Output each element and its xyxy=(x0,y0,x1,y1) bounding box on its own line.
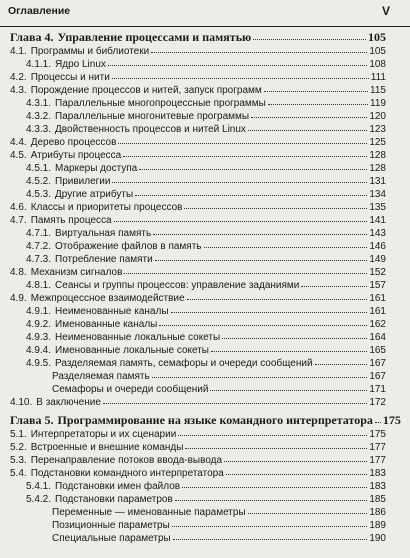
dot-leader xyxy=(226,474,368,475)
toc-entry-page: 125 xyxy=(369,137,386,148)
dot-leader xyxy=(184,208,367,209)
toc-entry-page: 128 xyxy=(369,163,386,174)
toc-entry-title: Семафоры и очереди сообщений xyxy=(52,384,209,395)
toc-entry-page: 157 xyxy=(369,280,386,291)
toc-entry-page: 149 xyxy=(369,254,386,265)
toc-entry xyxy=(26,318,386,332)
dot-leader xyxy=(123,156,367,157)
toc-entry xyxy=(10,467,386,481)
toc-entry-number: 4.3.3. xyxy=(26,124,52,135)
toc-entry-title: Другие атрибуты xyxy=(55,189,134,200)
toc-entry-page: 167 xyxy=(369,358,386,369)
header-page-number: V xyxy=(381,4,390,18)
toc-entry-page: 143 xyxy=(369,228,386,239)
toc-entry-page: 175 xyxy=(369,429,386,440)
dot-leader xyxy=(139,169,367,170)
toc-entry-number: 4.9.1. xyxy=(26,306,52,317)
toc-entry-title: Интерпретаторы и их сценарии xyxy=(30,429,177,440)
toc-entry-number: 4.5.1. xyxy=(26,163,52,174)
toc-entry-page: 189 xyxy=(369,520,386,531)
dot-leader xyxy=(108,65,367,66)
toc-entry-title: Встроенные и внешние команды xyxy=(30,442,184,453)
toc-entry-title: Межпроцессное взаимодействие xyxy=(30,293,185,304)
toc-entry xyxy=(10,149,386,163)
toc-entry xyxy=(26,110,386,124)
running-header xyxy=(0,0,410,27)
toc-entry-number: 5.3. xyxy=(10,455,27,466)
toc-entry-number: 4.7. xyxy=(10,215,27,226)
dot-leader xyxy=(151,52,367,53)
toc-entry-number: 4.5.2. xyxy=(26,176,52,187)
toc-entry-page: 161 xyxy=(369,306,386,317)
toc-entry-number: Глава 5. xyxy=(10,413,54,427)
toc-entry-title: Управление процессами и памятью xyxy=(57,30,252,44)
toc-entry-page: 164 xyxy=(369,332,386,343)
dot-leader xyxy=(264,91,368,92)
toc-entry xyxy=(26,253,386,267)
toc-entry-number: 4.7.1. xyxy=(26,228,52,239)
toc-entry-title: Классы и приоритеты процессов xyxy=(30,202,183,213)
toc-entry-page: 175 xyxy=(382,413,401,427)
toc-entry xyxy=(52,519,386,533)
dot-leader xyxy=(182,487,367,488)
toc-entry-page: 190 xyxy=(369,533,386,544)
toc-entry-number: 4.3.2. xyxy=(26,111,52,122)
dot-leader xyxy=(315,364,368,365)
toc-entry xyxy=(26,357,386,371)
toc-entry-page: 131 xyxy=(369,176,386,187)
toc-entry-title: Двойственность процессов и нитей Linux xyxy=(55,124,246,135)
toc-entry xyxy=(26,493,386,507)
toc-entry-number: 4.9.2. xyxy=(26,319,52,330)
toc-entry-title: Потребление памяти xyxy=(55,254,153,265)
toc-entry-page: 165 xyxy=(369,345,386,356)
toc-entry xyxy=(26,227,386,241)
toc-entry xyxy=(26,480,386,494)
dot-leader xyxy=(251,117,367,118)
toc-entry-title: Именованные локальные сокеты xyxy=(55,345,209,356)
toc-entry xyxy=(10,454,386,468)
toc-entry-page: 183 xyxy=(369,481,386,492)
toc-entry xyxy=(52,506,386,520)
toc-entry-title: Программирование на языке командного интерпретатора xyxy=(57,413,373,427)
toc-entry xyxy=(52,383,386,397)
toc-entry-page: 162 xyxy=(369,319,386,330)
toc-entry-number: 4.1.1. xyxy=(26,59,52,70)
toc-entry-title: Привилегии xyxy=(55,176,111,187)
dot-leader xyxy=(185,448,367,449)
toc-entry-page: 146 xyxy=(369,241,386,252)
toc-entry-title: Подстановки имен файлов xyxy=(55,481,181,492)
dot-leader xyxy=(159,325,367,326)
dot-leader xyxy=(375,422,381,423)
toc-entry xyxy=(10,266,386,280)
toc-entry-number: 4.7.2. xyxy=(26,241,52,252)
toc-entry xyxy=(26,344,386,358)
toc-entry xyxy=(26,58,386,72)
toc-entry-number: 5.4.1. xyxy=(26,481,52,492)
toc-entry-page: 167 xyxy=(369,371,386,382)
dot-leader xyxy=(224,461,367,462)
dot-leader xyxy=(210,390,367,391)
toc-entry-page: 134 xyxy=(369,189,386,200)
toc-entry-title: Разделяемая память, семафоры и очереди сообщений xyxy=(55,358,313,369)
toc-entry-page: 119 xyxy=(370,98,386,109)
header-title: Оглавление xyxy=(8,5,71,17)
toc-entry-number: 4.5. xyxy=(10,150,27,161)
toc-entry-page: 177 xyxy=(369,455,386,466)
dot-leader xyxy=(204,247,368,248)
toc-entry-number: 4.4. xyxy=(10,137,27,148)
dot-leader xyxy=(171,312,368,313)
toc-entry-page: 123 xyxy=(369,124,386,135)
dot-leader xyxy=(211,351,367,352)
toc-entry-title: В заключение xyxy=(36,397,101,408)
toc-entry-number: 5.1. xyxy=(10,429,27,440)
toc-entry-page: 111 xyxy=(370,72,386,83)
toc-entry-number: 5.4. xyxy=(10,468,27,479)
toc-entry-page: 135 xyxy=(369,202,386,213)
toc-entry-title: Параллельные многонитевые программы xyxy=(55,111,250,122)
dot-leader xyxy=(135,195,367,196)
toc-entry xyxy=(10,428,386,442)
dot-leader xyxy=(124,273,367,274)
toc-entry-title: Отображение файлов в память xyxy=(55,241,202,252)
toc-entry-number: 4.1. xyxy=(10,46,27,57)
toc-entry-number: 4.9. xyxy=(10,293,27,304)
toc-chapter-entry xyxy=(10,413,401,427)
toc-entry xyxy=(10,214,386,228)
dot-leader xyxy=(118,143,367,144)
toc-entry-page: 108 xyxy=(369,59,386,70)
dot-leader xyxy=(253,39,366,40)
toc-entry-number: 4.10. xyxy=(10,397,33,408)
dot-leader xyxy=(112,182,367,183)
toc-entry xyxy=(26,175,386,189)
toc-entry-number: Глава 4. xyxy=(10,30,54,44)
toc-entry-number: 5.4.2. xyxy=(26,494,52,505)
toc-entry-number: 4.9.5. xyxy=(26,358,52,369)
toc-entry xyxy=(52,532,386,546)
toc-entry xyxy=(26,188,386,202)
toc-entry-number: 4.8. xyxy=(10,267,27,278)
toc-entry-number: 4.3.1. xyxy=(26,98,52,109)
dot-leader xyxy=(187,299,368,300)
toc-entry-title: Программы и библиотеки xyxy=(30,46,150,57)
toc-entry-title: Перенаправление потоков ввода-вывода xyxy=(30,455,223,466)
toc-entry-page: 183 xyxy=(369,468,386,479)
dot-leader xyxy=(103,403,367,404)
toc-entry-title: Неименованные каналы xyxy=(55,306,169,317)
toc-entry-number: 4.9.3. xyxy=(26,332,52,343)
dot-leader xyxy=(248,513,368,514)
toc-entry-title: Механизм сигналов xyxy=(30,267,123,278)
toc-entry xyxy=(26,240,386,254)
toc-entry xyxy=(10,396,386,410)
dot-leader xyxy=(112,78,369,79)
dot-leader xyxy=(153,234,367,235)
toc-entry-page: 105 xyxy=(369,46,386,57)
dot-leader xyxy=(155,260,368,261)
toc-entry-page: 105 xyxy=(368,30,386,44)
toc-entry-page: 161 xyxy=(369,293,386,304)
toc-entry xyxy=(10,201,386,215)
toc-entry-title: Подстановки параметров xyxy=(55,494,173,505)
toc-entry-title: Сеансы и группы процессов: управление заданиями xyxy=(55,280,300,291)
toc-entry-title: Виртуальная память xyxy=(55,228,152,239)
toc-entry xyxy=(10,292,386,306)
toc-entry-number: 4.2. xyxy=(10,72,27,83)
toc-entry-title: Переменные — именованные параметры xyxy=(52,507,246,518)
toc-entry xyxy=(52,370,386,384)
toc-entry-page: 171 xyxy=(369,384,386,395)
toc-entry-number: 4.5.3. xyxy=(26,189,52,200)
toc-entry xyxy=(10,441,386,455)
toc-entry-page: 128 xyxy=(369,150,386,161)
toc-entry-title: Именованные каналы xyxy=(55,319,158,330)
toc-entry-page: 177 xyxy=(369,442,386,453)
toc-entry xyxy=(26,162,386,176)
toc-entry-number: 5.2. xyxy=(10,442,27,453)
dot-leader xyxy=(301,286,367,287)
toc-entry xyxy=(26,331,386,345)
toc-entry-title: Процессы и нити xyxy=(30,72,110,83)
dot-leader xyxy=(114,221,368,222)
dot-leader xyxy=(172,526,368,527)
toc-entry xyxy=(26,279,386,293)
toc-entry-page: 152 xyxy=(369,267,386,278)
toc-entry xyxy=(26,123,386,137)
toc-entry-number: 4.6. xyxy=(10,202,27,213)
dot-leader xyxy=(222,338,367,339)
toc-entry-number: 4.8.1. xyxy=(26,280,52,291)
toc-chapter-entry xyxy=(10,30,386,44)
toc-entry-page: 120 xyxy=(369,111,386,122)
toc-entry xyxy=(10,84,386,98)
toc-entry-title: Память процесса xyxy=(30,215,112,226)
toc-entry-title: Атрибуты процесса xyxy=(30,150,122,161)
toc-entry-title: Ядро Linux xyxy=(55,59,106,70)
dot-leader xyxy=(268,104,368,105)
toc-entry-title: Неименованные локальные сокеты xyxy=(55,332,221,343)
toc-entry xyxy=(10,71,386,85)
toc-entry xyxy=(10,136,386,150)
toc-entry-title: Разделяемая память xyxy=(52,371,150,382)
toc-entry-number: 4.7.3. xyxy=(26,254,52,265)
toc-entry-title: Параллельные многопроцессные программы xyxy=(55,98,266,109)
toc-entry-page: 172 xyxy=(369,397,386,408)
toc-entry-number: 4.9.4. xyxy=(26,345,52,356)
toc-entry-title: Порождение процессов и нитей, запуск программ xyxy=(30,85,262,96)
dot-leader xyxy=(178,435,367,436)
toc-entry-title: Специальные параметры xyxy=(52,533,171,544)
toc-entry-title: Позиционные параметры xyxy=(52,520,170,531)
toc-entry-page: 186 xyxy=(369,507,386,518)
toc-entry-page: 185 xyxy=(369,494,386,505)
toc-entry-title: Маркеры доступа xyxy=(55,163,138,174)
dot-leader xyxy=(152,377,368,378)
toc-entry-title: Дерево процессов xyxy=(30,137,117,148)
dot-leader xyxy=(248,130,367,131)
toc-entry xyxy=(26,97,386,111)
dot-leader xyxy=(173,539,368,540)
toc-entry xyxy=(26,305,386,319)
toc-entry-page: 141 xyxy=(369,215,386,226)
toc-entry-number: 4.3. xyxy=(10,85,27,96)
toc-entry xyxy=(10,45,386,59)
toc-entry-title: Подстановки командного интерпретатора xyxy=(30,468,224,479)
dot-leader xyxy=(175,500,368,501)
toc-entry-page: 115 xyxy=(370,85,386,96)
